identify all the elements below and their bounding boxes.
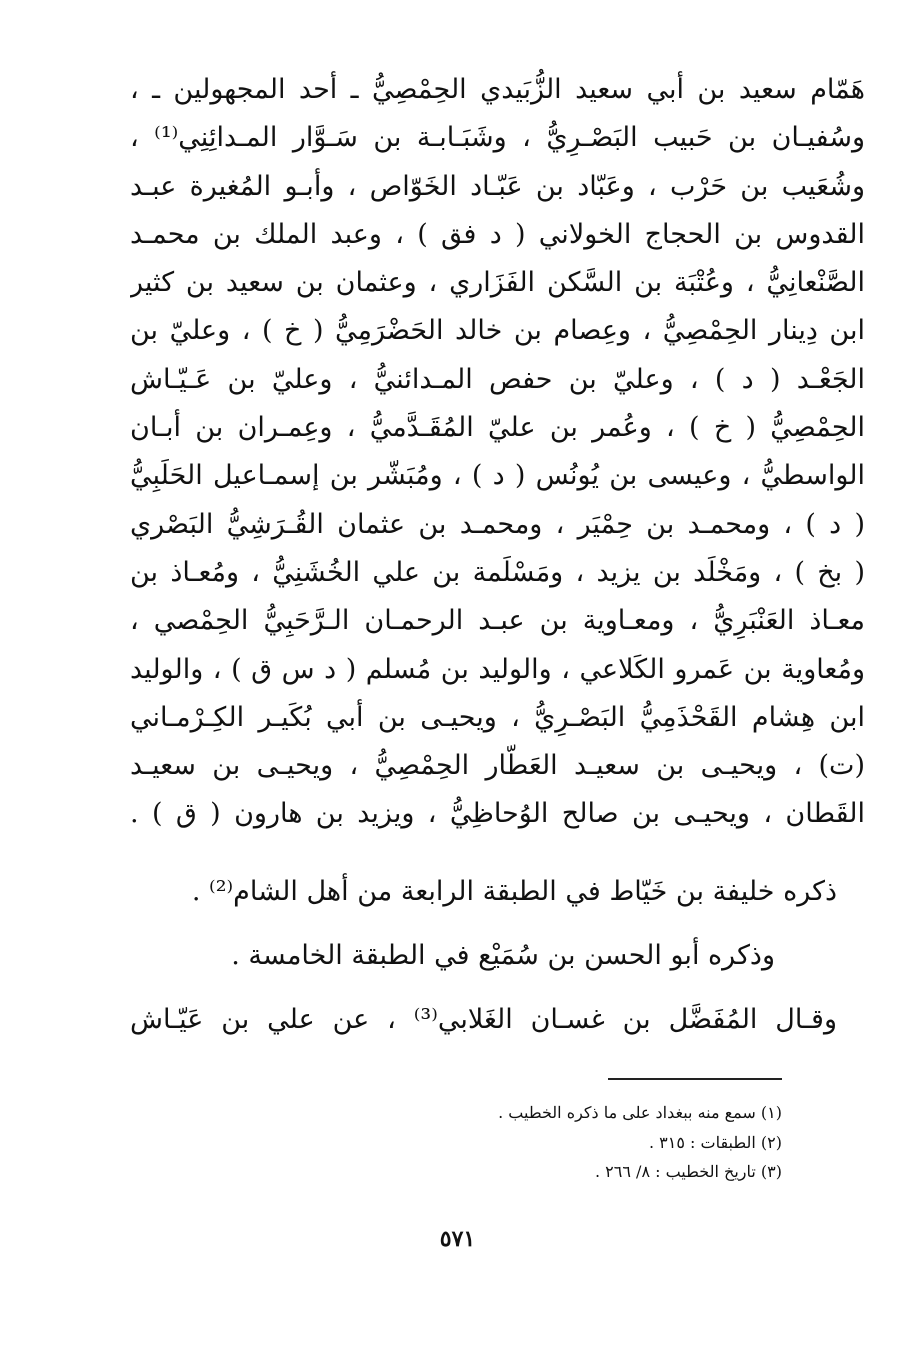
text-line: القَطان ، ويحيـى بن صالح الوُحاظِيُّ ، ويزيد بن هارون ( ق ) . <box>130 798 865 830</box>
text-line: هَمّام سعيد بن أبي سعيد الزُّبَيدي الحِمْصِيُّ ـ أحد المجهولين ـ ، <box>130 74 865 105</box>
text-line: الواسطيُّ ، وعيسى بن يُونُس ( د ) ، ومُبَشّر بن إسمـاعيل الحَلَبِيُّ <box>130 460 865 492</box>
text-line: ( د ) ، ومحمـد بن حِمْيَر ، ومحمـد بن عثمان القُـرَشِيُّ البَصْري <box>130 508 865 540</box>
text-line: القدوس بن الحجاج الخولاني ( د فق ) ، وعبد الملك بن محمـد <box>130 218 865 250</box>
footnotes <box>498 1098 782 1187</box>
footnote-separator <box>608 1078 782 1080</box>
footnote-1: (١) سمع منه ببغداد على ما ذكره الخطيب . <box>498 1103 782 1122</box>
text-line: ( بخ ) ، ومَخْلَد بن يزيد ، ومَسْلَمة بن علي الخُشَنِيُّ ، ومُعـاذ بن <box>130 556 865 588</box>
text-line: وسُفيـان بن حَبيب البَصْـرِيُّ ، وشَبَـابـة بن سَـوَّار المـدائِنِي⁽¹⁾ ، <box>130 122 865 154</box>
paragraph-mufaddal: وقـال المُفَضَّل بن غسـان الغَلابي⁽³⁾ ، عن علي بن عَيّـاش <box>130 1004 837 1035</box>
paragraph-sumay: وذكره أبو الحسن بن سُمَيْع في الطبقة الخامسة . <box>231 940 775 971</box>
text-line: ابن دِينار الحِمْصِيُّ ، وعِصام بن خالد الحَضْرَمِيُّ ( خ ) ، وعليّ بن <box>130 315 865 347</box>
footnote-3: (٣) تاريخ الخطيب : ٨/ ٢٦٦ . <box>595 1162 782 1181</box>
text-line: معـاذ العَنْبَرِيُّ ، ومعـاوية بن عبـد الرحمـان الـرَّحَبِيُّ الحِمْصي ، <box>130 605 865 637</box>
footnote-2: (٢) الطبقات : ٣١٥ . <box>649 1132 782 1152</box>
paragraph-khalifa: ذكره خليفة بن خَيّاط في الطبقة الرابعة من أهل الشام⁽²⁾ . <box>191 876 837 907</box>
main-text-block <box>130 66 865 839</box>
page-number: ٥٧١ <box>439 1226 476 1252</box>
text-line: وشُعَيب بن حَرْب ، وعَبّاد بن عَبّـاد الخَوّاص ، وأبـو المُغيرة عبـد <box>130 170 865 202</box>
text-line: (ت) ، ويحيـى بن سعيـد العَطّار الحِمْصِيُّ ، ويحيـى بن سعيـد <box>130 750 865 782</box>
text-line: الحِمْصِيُّ ( خ ) ، وعُمر بن عليّ المُقَـدَّميُّ ، وعِمـران بن أبـان <box>130 412 865 444</box>
text-line: ابن هِشام القَحْذَمِيُّ البَصْـرِيُّ ، ويحيـى بن أبي بُكَيـر الكِـرْمـاني <box>130 701 865 733</box>
text-line: الجَعْـد ( د ) ، وعليّ بن حفص المـدائنيُّ ، وعليّ بن عَـيّـاش <box>130 363 865 395</box>
text-line: الصَّنْعانِيُّ ، وعُتْبَة بن السَّكن الفَزَاري ، وعثمان بن سعيد بن كثير <box>130 267 865 299</box>
text-line: ومُعاوية بن عَمرو الكَلاعي ، والوليد بن مُسلم ( د س ق ) ، والوليد <box>130 653 865 685</box>
